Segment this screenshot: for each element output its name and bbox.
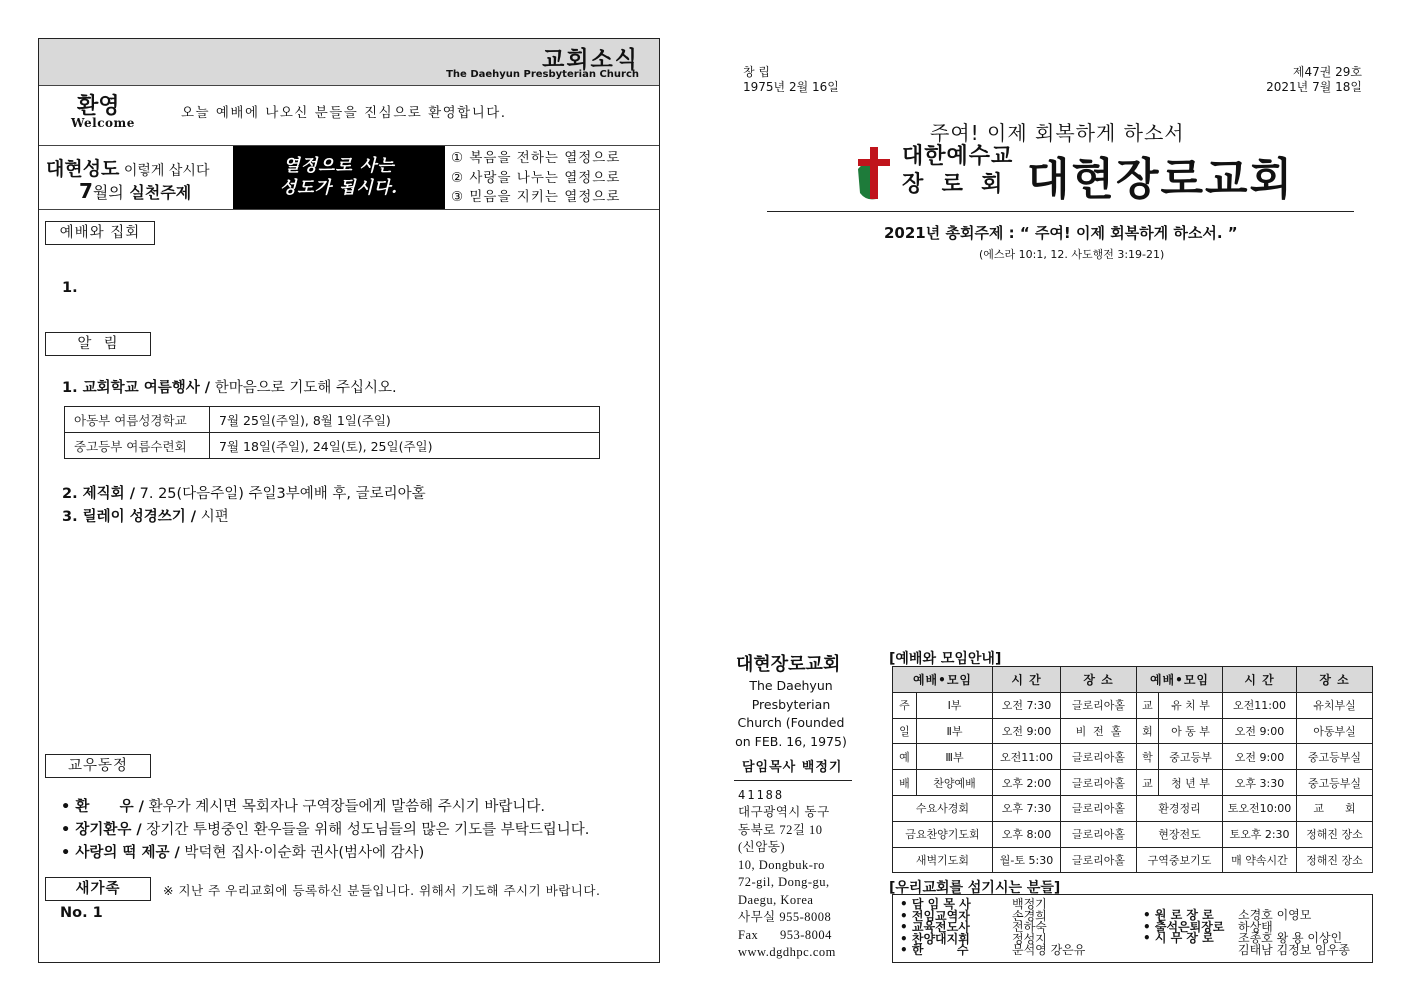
table-cell: 오후 2:00 [993,770,1061,796]
notice-2-head: 2. 제직회 / [62,486,136,502]
staff-row [1143,942,1350,957]
school-label: 교 [1137,770,1159,796]
section-worship-label: 예배와 집회 [45,221,155,245]
monthly-theme-section [39,146,659,210]
table-row [893,692,1373,718]
member-news-3-head: • 사랑의 떡 제공 / [61,845,180,861]
table-cell: 글로리아홀 [1061,795,1137,821]
staff-box [892,894,1373,963]
section-notice-label: 알 림 [45,332,151,356]
table-row [893,770,1373,796]
member-news-2 [61,818,589,839]
theme-saints-label: 대현성도 [46,158,120,180]
table-cell: 환경정리 [1137,795,1223,821]
founded-label: 창 립 [743,65,770,79]
staff-role: • 찬양대지휘 [900,931,970,946]
theme-month-label: 월의 [92,183,124,202]
issue-date: 2021년 7월 18일 [1266,80,1362,94]
table-cell: 교 회 [1297,795,1373,821]
column-header: 시 간 [1223,667,1297,693]
notice-2-text: 7. 25(다음주일) 주일3부예배 후, 글로리아홀 [135,486,426,502]
table-cell: 토오후 2:30 [1223,821,1297,847]
table-cell: 비 전 홀 [1061,718,1137,744]
founded-info [743,65,839,95]
address-line: Daegu, Korea [738,892,814,907]
table-cell: Ⅰ부 [917,692,993,718]
issue-info [1248,65,1362,95]
member-news-1-text: 환우가 계시면 목회자나 구역장들에게 말씀해 주시기 바랍니다. [143,799,546,815]
column-header: 시 간 [993,667,1061,693]
volume-number: 제47권 29호 [1292,65,1362,79]
theme-line-1-text: 이렇게 삽시다 [119,163,210,179]
theme-item: ① 복음을 전하는 열정으로 [451,150,621,166]
staff-role: • 시 무 장 로 [1143,931,1214,945]
address-line: 대구광역시 동구 [738,805,830,819]
address-line: (신암동) [738,840,786,854]
table-cell: 수요사경회 [893,795,993,821]
sunday-label: 예 [893,744,917,770]
table-cell: Ⅲ부 [917,744,993,770]
divider [734,780,852,781]
theme-item: ③ 믿음을 지키는 열정으로 [451,189,621,205]
notice-2 [62,482,426,503]
theme-slogan-line-2: 성도가 됩시다. [279,178,399,198]
table-cell: 오전 9:00 [1223,744,1297,770]
table-header-row [893,667,1373,693]
table-cell: 오후 7:30 [993,795,1061,821]
event-date: 7월 25일(주일), 8월 1일(주일) [210,407,600,433]
table-cell: 정해진 장소 [1297,821,1373,847]
newfamily-note: ※ 지난 주 우리교회에 등록하신 분들입니다. 위해서 기도해 주시기 바랍니다. [163,883,601,898]
staff-column-right [1143,910,1350,956]
table-cell: 글로리아홀 [1061,692,1137,718]
table-cell: 토오전10:00 [1223,795,1297,821]
table-cell: 유치부실 [1297,692,1373,718]
table-row [893,795,1373,821]
table-cell: 글로리아홀 [1061,770,1137,796]
welcome-heading-en: Welcome [71,116,135,130]
staff-names: 하상태 [1238,919,1273,934]
theme-slogan-box [233,146,445,209]
denomination [902,143,1013,199]
table-cell: 오후 3:30 [1223,770,1297,796]
table-cell: 유 치 부 [1159,692,1223,718]
staff-role: • 교육전도사 [900,920,970,934]
schedule-title: [예배와 모임안내] [889,651,1002,667]
sunday-label: 주 [893,692,917,718]
divider [767,211,1354,212]
fax-number: Fax 953-8004 [738,927,832,942]
table-cell: 아동부실 [1297,718,1373,744]
church-news-page [38,38,660,963]
member-news-1-head: • 환 우 / [61,799,144,815]
general-assembly-reference: (에스라 10:1, 12. 사도행전 3:19-21) [979,248,1165,261]
church-news-subtitle: The Daehyun Presbyterian Church [446,69,639,80]
address-line: 10, Dongbuk-ro [738,857,825,872]
staff-names: 김태남 김정보 임우종 [1238,942,1350,957]
staff-row [900,945,1085,957]
theme-month-number: 7 [79,179,93,203]
table-row [893,718,1373,744]
table-row [893,847,1373,873]
table-cell: 오전 7:30 [993,692,1061,718]
church-motto: 주여! 이제 회복하게 하소서 [930,121,1185,145]
church-name-title: 대현장로교회 [1027,154,1295,205]
welcome-section [39,86,659,146]
section-newfamily-label: 새가족 [45,877,151,901]
theme-slogan-line-1: 열정으로 사는 [283,156,395,176]
table-cell: 중고등부 [1159,744,1223,770]
table-cell: 중고등부실 [1297,770,1373,796]
staff-role: • 원 로 장 로 [1143,908,1214,922]
table-cell: 아 동 부 [1159,718,1223,744]
staff-column-left [900,899,1085,957]
founded-date: 1975년 2월 16일 [743,80,839,94]
staff-names: 전하숙 [1012,920,1047,934]
denomination-line-1: 대한예수교 [902,144,1014,169]
notice-1-head: 1. 교회학교 여름행사 / [62,380,211,396]
staff-names: 조종호 왕 용 이상인 [1238,931,1343,945]
column-header: 장 소 [1061,667,1137,693]
cross-logo-icon [852,145,896,201]
event-name: 중고등부 여름수련회 [65,433,210,459]
denomination-line-2: 장 로 회 [902,172,1004,197]
schedule-table [892,666,1373,873]
table-row [893,821,1373,847]
church-news-title: 교회소식 [542,47,639,73]
staff-title: [우리교회를 섬기시는 분들] [889,880,1061,896]
church-info-english: The Daehyun Presbyterian Church (Founded on FEB. 16, 1975) [735,678,847,749]
table-cell: 현장전도 [1137,821,1223,847]
theme-list [451,149,620,208]
theme-practice-label: 실천주제 [123,183,192,202]
member-news-1 [61,795,545,816]
table-cell: 새벽기도회 [893,847,993,873]
church-address [738,804,836,962]
newfamily-number: No. 1 [60,905,103,921]
notice-1 [62,376,397,397]
section-members-label: 교우동정 [45,754,151,778]
theme-line-2 [79,179,191,203]
table-cell: 글로리아홀 [1061,744,1137,770]
member-news-3-text: 박덕현 집사·이순화 권사(범사에 감사) [179,845,425,861]
table-cell: 오전11:00 [993,744,1061,770]
staff-names: 손경희 [1012,908,1047,923]
worship-item: 1. [62,280,78,296]
event-date: 7월 18일(주일), 24일(토), 25일(주일) [210,433,600,459]
table-cell: 글로리아홀 [1061,847,1137,873]
school-label: 회 [1137,718,1159,744]
column-header: 장 소 [1297,667,1373,693]
office-phone: 사무실 955-8008 [738,910,832,924]
table-cell: 금요찬양기도회 [893,821,993,847]
table-cell: 중고등부실 [1297,744,1373,770]
table-cell: 정해진 장소 [1297,847,1373,873]
table-cell: 월-토 5:30 [993,847,1061,873]
notice-3-head: 3. 릴레이 성경쓰기 / [62,509,197,525]
welcome-heading: 환영 [77,94,120,119]
staff-names: 백정기 [1012,897,1047,911]
table-cell: Ⅱ부 [917,718,993,744]
website-link[interactable]: www.dgdhpc.com [738,945,836,959]
member-news-2-text: 장기간 투병중인 환우들을 위해 성도님들의 많은 기도를 부탁드립니다. [141,822,590,838]
sunday-label: 일 [893,718,917,744]
notice-1-text: 한마음으로 기도해 주십시오. [210,380,397,396]
table-cell: 찬양예배 [917,770,993,796]
table-cell: 오전 9:00 [1223,718,1297,744]
church-news-header [39,39,659,86]
sunday-label: 배 [893,770,917,796]
zip-code: 41188 [738,788,785,802]
table-row [65,433,600,459]
school-label: 교 [1137,692,1159,718]
column-header: 예배•모임 [893,667,993,693]
senior-pastor: 담임목사 백정기 [742,760,843,775]
church-info-name: 대현장로교회 [736,654,841,675]
staff-role: • 한 수 [900,943,969,957]
table-cell: 오전 9:00 [993,718,1061,744]
theme-line-1 [46,154,209,181]
table-row [65,407,600,433]
table-cell: 오전11:00 [1223,692,1297,718]
staff-names: 정성지 [1012,931,1047,946]
table-row [893,744,1373,770]
staff-role: • 출석은퇴장로 [1143,919,1225,934]
school-label: 학 [1137,744,1159,770]
summer-events-table [64,406,600,459]
theme-item: ② 사랑을 나누는 열정으로 [451,169,621,186]
table-cell: 구역중보기도 [1137,847,1223,873]
notice-3 [62,505,229,526]
address-line: 72-gil, Dong-gu, [738,875,830,889]
general-assembly-theme: 2021년 총회주제 : “ 주여! 이제 회복하게 하소서. ” [884,224,1238,242]
column-header: 예배•모임 [1137,667,1223,693]
table-cell: 글로리아홀 [1061,821,1137,847]
staff-names: 소경호 이영모 [1238,908,1312,922]
table-cell: 매 약속시간 [1223,847,1297,873]
staff-role: • 담 임 목 사 [900,897,971,911]
staff-names: 문석영 강은유 [1012,943,1086,957]
welcome-message: 오늘 예배에 나오신 분들을 진심으로 환영합니다. [181,105,507,121]
table-cell: 청 년 부 [1159,770,1223,796]
table-cell: 오후 8:00 [993,821,1061,847]
member-news-2-head: • 장기환우 / [61,822,142,838]
event-name: 아동부 여름성경학교 [65,407,210,433]
staff-role: • 전임교역자 [900,908,970,923]
member-news-3 [61,841,424,862]
address-line: 동북로 72길 10 [738,822,823,837]
notice-3-text: 시편 [196,509,229,525]
